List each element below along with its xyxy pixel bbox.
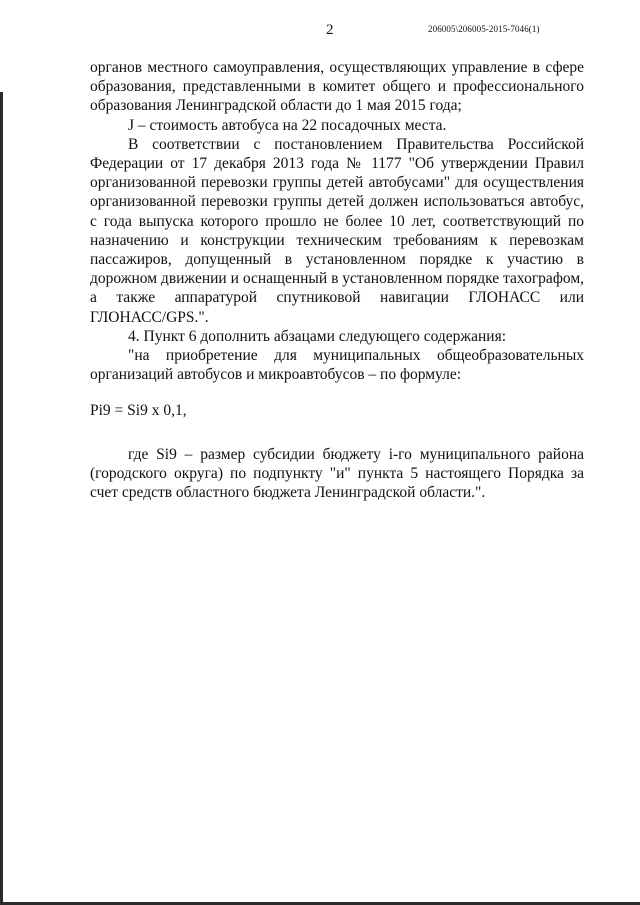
formula: Pi9 = Si9 x 0,1, <box>90 402 187 420</box>
paragraph-purchase: "на приобретение для муниципальных общеобразовательных организаций автобусов и микроавтобусов – по формуле: <box>90 347 584 384</box>
paragraph-regulation: В соответствии с постановлением Правительства Российской Федерации от 17 декабря 2013 года № 1177 "Об утверждении Правил организованной перевозки группы детей автобусами" для осуществления организованной перевозки группы детей должен использоваться автобус, с года выпуска которого прошло не более 10 лет, соответствующий по назначению и конструкции техническим требованиям к перевозкам пассажиров, допущенный в установленном порядке к участию в дорожном движении и оснащенный в установленном порядке тахографом, а также аппаратурой спутниковой навигации ГЛОНАСС или ГЛОНАСС/GPS.". <box>90 135 584 326</box>
paragraph-cost-definition: J – стоимость автобуса на 22 посадочных места. <box>128 116 447 134</box>
paragraph-item-4: 4. Пункт 6 дополнить абзацами следующего содержания: <box>128 327 507 345</box>
document-body <box>90 58 584 502</box>
paragraph-continuation: органов местного самоуправления, осуществляющих управление в сфере образования, представленными в комитет общего и профессионального образования Ленинградской области до 1 мая 2015 года; <box>90 59 584 115</box>
page-number: 2 <box>326 22 334 38</box>
paragraph-where: где Si9 – размер субсидии бюджету i-го муниципального района (городского округа) по подпункту "и" пункта 5 настоящего Порядка за счет средств областного бюджета Ленинградской области.". <box>90 445 584 502</box>
document-code: 206005\206005-2015-7046(1) <box>428 24 540 34</box>
scan-edge-left <box>0 92 3 905</box>
